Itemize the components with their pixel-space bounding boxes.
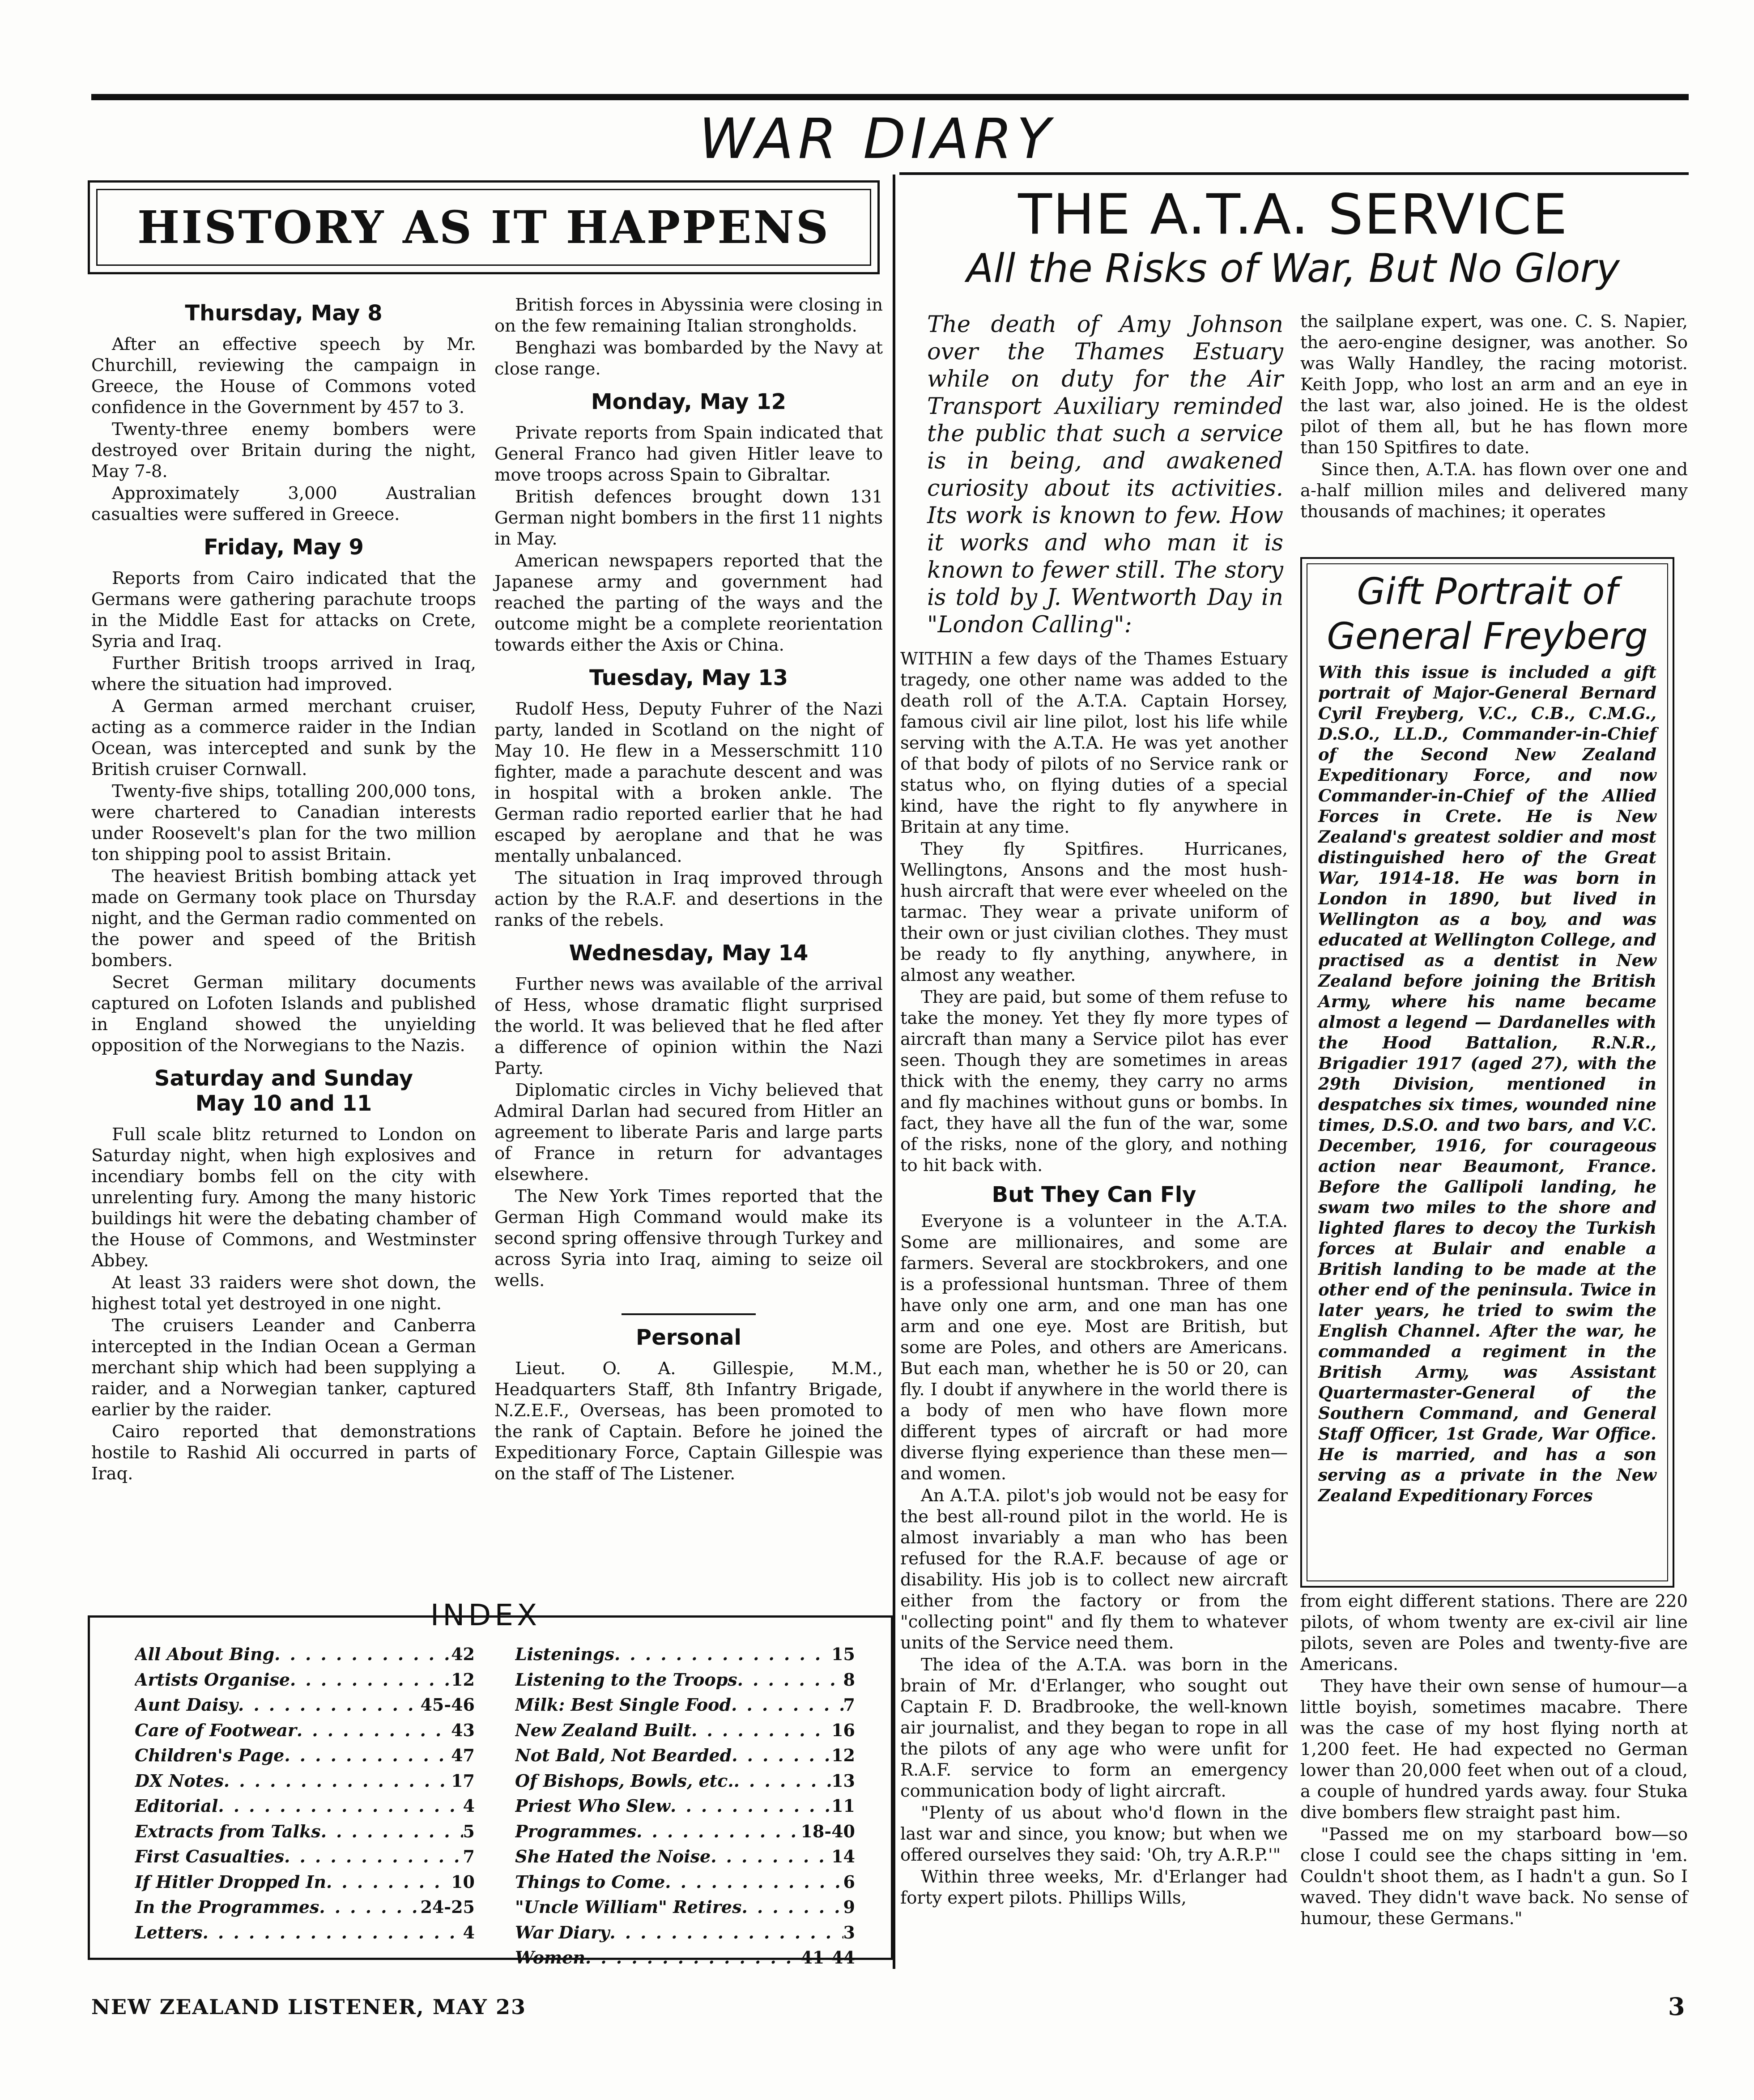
paragraph: They have their own sense of humour—a little boyish, sometimes macabre. There was the case of my host flying north at 1,200 feet. He had expected no German lower than 20,000 feet when out of a cloud, a couple of hundred yards away. four Stuka dive bombers flew straight past him. <box>1300 1676 1688 1823</box>
index-entry-page: 6 <box>843 1871 855 1892</box>
personal-rule <box>622 1313 756 1315</box>
paragraph: Further news was available of the arrival of Hess, whose dramatic flight surprised the world. It was believed that he fled after a difference of opinion within the Nazi Party. <box>494 974 883 1078</box>
index-entry-page: 17 <box>451 1770 475 1791</box>
index-entry-title: Children's Page <box>135 1745 285 1765</box>
index-entry <box>515 1692 855 1718</box>
paragraph: After an effective speech by Mr. Churchill, reviewing the campaign in Greece, the House of Commons voted confidence in the Government by 457 to 3. <box>91 334 476 417</box>
index-leader-dots <box>319 1895 420 1920</box>
index-leader-dots <box>711 1844 831 1870</box>
gift-portrait-body: With this issue is included a gift portrait of Major-General Bernard Cyril Freyberg, V.C., C.B., C.M.G., D.S.O., LL.D., Commander-in-Chief of the Second New Zealand Expeditionary Force, and now Commander-in-Chief of the Allied Forces in Crete. He is New Zealand's greatest soldier and most distinguished hero of the Great War, 1914-18. He was born in London in 1890, but lived in Wellington as a boy, and was educated at Wellington College, and practised as a dentist in New Zealand before joining the British Army, where his name became almost a legend — Dardanelles with the Hood Battalion, R.N.R., Brigadier 1917 (aged 27), with the 29th Division, mentioned in despatches six times, wounded nine times, D.S.O. and two bars, and V.C. December, 1916, for courageous action near Beaumont, France. Before the Gallipoli landing, he swam two miles to the shore and lighted flares to decoy the Turkish forces at Bulair and enable a British landing to be made at the other end of the peninsula. Twice in later years, he tried to swim the English Channel. After the war, he commanded a regiment in the British Army, was Assistant Quartermaster-General of the Southern Command, and General Staff Officer, 1st Grade, War Office. He is married, and has a son serving as a private in the New Zealand Expeditionary Forces <box>1318 662 1656 1505</box>
gift-portrait-frame <box>1307 563 1668 1581</box>
history-title-frame <box>96 189 871 266</box>
paragraph: the sailplane expert, was one. C. S. Napier, the aero-engine designer, was another. So was Wally Handley, the racing motorist. Keith Jopp, who lost an arm and an eye in the last war, also joined. He is the oldest pilot of them all, but he has flown more than 150 Spitfires to date. <box>1300 311 1688 458</box>
paragraph: "Passed me on my starboard bow—so close I could see the chaps sitting in 'em. Couldn't shoot them, as I hadn't a gun. So I waved. They didn't wave back. No sense of humour, these Germans." <box>1300 1824 1688 1929</box>
paragraph: They fly Spitfires. Hurricanes, Wellingtons, Ansons and the most hush-hush aircraft that were ever wheeled on the tarmac. They wear a private uniform of their own or just civilian clothes. They must be ready to fly anything, anywhere, in almost any weather. <box>900 839 1288 985</box>
index-entry-page: 15 <box>831 1644 855 1664</box>
index-entry-page: 7 <box>843 1695 855 1715</box>
index-entry-page: 47 <box>451 1745 475 1765</box>
index-entry <box>515 1895 855 1920</box>
gift-portrait-box <box>1300 557 1674 1588</box>
paragraph: Lieut. O. A. Gillespie, M.M., Headquarters Staff, 8th Infantry Brigade, N.Z.E.F., Overseas, has been promoted to the rank of Captain. Before he joined the Expeditionary Force, Captain Gillespie was on the staff of The Listener. <box>494 1359 883 1484</box>
heading-saturday-sunday: Saturday and Sunday May 10 and 11 <box>154 1066 413 1116</box>
index-title: INDEX <box>430 1598 541 1632</box>
heading-friday: Friday, May 9 <box>204 535 364 560</box>
index-list-right <box>515 1642 855 1971</box>
ata-column-3 <box>900 311 1288 1909</box>
ata-intro: The death of Amy Johnson over the Thames Estuary while on duty for the Air Transport Auxiliary reminded the public that such a service is in being, and awakened curiosity about its activities. Its work is known to few. How it works and who man it is known to fewer still. The story is told by J. Wentworth Day in "London Calling": <box>927 311 1283 638</box>
index-entry-title: Things to Come <box>515 1871 665 1892</box>
index-entry-page: 3 <box>843 1922 855 1942</box>
index-leader-dots <box>732 1743 831 1768</box>
history-column-1 <box>91 291 476 1485</box>
paragraph: Secret German military documents captured on Lofoten Islands and published in England showed the unyielding opposition of the Norwegians to the Nazis. <box>91 972 476 1056</box>
paragraph: The idea of the A.T.A. was born in the brain of Mr. d'Erlanger, who sought out Captain F. D. Bradbrooke, the well-known air journalist, and they began to rope in all the pilots of any age who were unfit for R.A.F. service to form an emergency communication body of light aircraft. <box>900 1655 1288 1801</box>
paragraph: Rudolf Hess, Deputy Fuhrer of the Nazi party, landed in Scotland on the night of May 10. He flew in a Messerschmitt 110 fighter, made a parachute descent and was in hospital with a broken ankle. The German radio reported earlier that he had escaped by aeroplane and that he was mentally unbalanced. <box>494 699 883 866</box>
index-entry-title: Not Bald, Not Bearded <box>515 1745 732 1765</box>
index-entry-title: Care of Footwear <box>135 1720 297 1740</box>
index-entry-page: 13 <box>831 1770 855 1791</box>
index-leader-dots <box>274 1642 451 1667</box>
index-entry-title: Of Bishops, Bowls, etc. <box>515 1770 734 1791</box>
index-entry-page: 43 <box>451 1720 475 1740</box>
index-leader-dots <box>297 1718 451 1743</box>
heading-but-they-can-fly: But They Can Fly <box>992 1182 1196 1207</box>
index-entry <box>515 1743 855 1768</box>
paragraph: The New York Times reported that the German High Command would make its second spring offensive through Turkey and across Syria into Iraq, aiming to seize oil wells. <box>494 1186 883 1291</box>
ata-head-rule <box>899 172 1689 175</box>
index-leader-dots <box>326 1870 451 1895</box>
paragraph: Reports from Cairo indicated that the Germans were gathering parachute troops in the Middle East for attacks on Crete, Syria and Iraq. <box>91 568 476 652</box>
index-entry-page: 45-46 <box>420 1695 475 1715</box>
index-leader-dots <box>737 1667 843 1693</box>
index-leader-dots <box>670 1793 831 1819</box>
heading-tuesday: Tuesday, May 13 <box>589 665 788 690</box>
index-entry <box>515 1718 855 1743</box>
paragraph: Benghazi was bombarded by the Navy at close range. <box>494 338 883 379</box>
paragraph: The cruisers Leander and Canberra intercepted in the Indian Ocean a German merchant ship which had been supplying a raider, and a Norwegian tanker, captured earlier by the raider. <box>91 1316 476 1420</box>
index-leader-dots <box>691 1718 831 1743</box>
paragraph: Private reports from Spain indicated that General Franco had given Hitler leave to move troops across Spain to Gibraltar. <box>494 423 883 485</box>
index-entry-title: Artists Organise <box>135 1669 290 1690</box>
page-number: 3 <box>1668 1992 1685 2021</box>
index-leader-dots <box>224 1768 451 1794</box>
paragraph: Twenty-five ships, totalling 200,000 tons, were chartered to Canadian interests under Roosevelt's plan for the two million ton shipping pool to assist Britain. <box>91 781 476 865</box>
index-entry-title: New Zealand Built <box>515 1720 692 1740</box>
index-entry-page: 18-40 <box>800 1821 855 1841</box>
index-entry <box>515 1768 855 1794</box>
index-entry <box>135 1819 475 1844</box>
paragraph: Diplomatic circles in Vichy believed that Admiral Darlan had secured from Hitler an agreement to liberate Paris and large parts of France in return for advantages elsewhere. <box>494 1080 883 1184</box>
index-entry-title: She Hated the Noise <box>515 1846 711 1866</box>
index-entry <box>135 1920 475 1946</box>
index-leader-dots <box>238 1692 420 1718</box>
index-entry-title: Editorial <box>135 1796 218 1816</box>
index-leader-dots <box>731 1692 843 1718</box>
index-entry-page: 5 <box>463 1821 475 1841</box>
index-entry-title: Priest Who Slew <box>515 1796 671 1816</box>
paragraph: Everyone is a volunteer in the A.T.A. Some are millionaires, and some are farmers. Several are stockbrokers, and one is a professional huntsman. Three of them have only one arm, and one man has one arm and one eye. Most are British, but some are Poles, and others are Americans. But each man, whether he is 50 or 20, can fly. I doubt if anywhere in the world there is a body of men who have flown more different types of aircraft or had more diverse flying experience than these men—and women. <box>900 1211 1288 1484</box>
index-entry-page: 8 <box>843 1669 855 1690</box>
paragraph: British forces in Abyssinia were closing in on the few remaining Italian strongholds. <box>494 295 883 336</box>
index-leader-dots <box>609 1920 843 1946</box>
index-entry <box>515 1642 855 1667</box>
index-entry-title: Milk: Best Single Food <box>515 1695 732 1715</box>
history-title: HISTORY AS IT HAPPENS <box>137 201 830 254</box>
index-list-left <box>135 1642 475 1945</box>
index-entry <box>135 1718 475 1743</box>
paragraph: from eight different stations. There are 220 pilots, of whom twenty are ex-civil air line pilots, seven are Poles and twenty-five are Americans. <box>1300 1591 1688 1674</box>
index-entry-title: Extracts from Talks <box>135 1821 321 1841</box>
paragraph: The situation in Iraq improved through action by the R.A.F. and desertions in the ranks of the rebels. <box>494 868 883 930</box>
index-entry-title: Aunt Daisy <box>135 1695 238 1715</box>
index-leader-dots <box>203 1920 463 1946</box>
index-entry-page: 12 <box>831 1745 855 1765</box>
index-entry-title: Listening to the Troops <box>515 1669 737 1690</box>
index-leader-dots <box>284 1743 451 1768</box>
paragraph: They are paid, but some of them refuse to take the money. Yet they fly more types of aircraft than many a Service pilot has ever seen. Though they are sometimes in areas thick with the enemy, they carry no arms and fly machines without guns or bombs. In fact, they have all the fun of the war, some of the risks, none of the glory, and nothing to hit back with. <box>900 987 1288 1176</box>
index-entry <box>135 1642 475 1667</box>
index-entry-page: 24-25 <box>420 1897 475 1917</box>
index-entry <box>515 1844 855 1870</box>
index-entry-title: Women <box>515 1947 585 1968</box>
footer-publication: NEW ZEALAND LISTENER, MAY 23 <box>91 1995 527 2019</box>
index-leader-dots <box>614 1642 831 1667</box>
paragraph: Within three weeks, Mr. d'Erlanger had forty expert pilots. Phillips Wills, <box>900 1867 1288 1908</box>
paragraph: Cairo reported that demonstrations hostile to Rashid Ali occurred in parts of Iraq. <box>91 1422 476 1484</box>
index-entry <box>135 1768 475 1794</box>
paragraph: The heaviest British bombing attack yet made on Germany took place on Thursday night, and the German radio commented on the power and speed of the British bombers. <box>91 866 476 971</box>
ata-column-4-top <box>1300 311 1688 523</box>
index-leader-dots <box>585 1945 801 1971</box>
index-entry <box>135 1870 475 1895</box>
index-entry-page: 10 <box>451 1871 475 1892</box>
paragraph: "Plenty of us about who'd flown in the last war and since, you know; but when we offered ourselves they said: 'Oh, try A.R.P.'" <box>900 1803 1288 1865</box>
paragraph: WITHIN a few days of the Thames Estuary tragedy, one other name was added to the death roll of the A.T.A. Captain Horsey, famous civil air line pilot, lost his life while serving with the A.T.A. He was yet another of that body of pilots of no Service rank or status who, on flying duties of a special kind, have the right to fly anywhere in Britain at any time. <box>900 649 1288 837</box>
spacer <box>900 639 1288 648</box>
paragraph: Since then, A.T.A. has flown over one and a-half million miles and delivered many thousands of machines; it operates <box>1300 460 1688 522</box>
index-entry-page: 42 <box>451 1644 475 1664</box>
index-entry-title: First Casualties <box>135 1846 285 1866</box>
paragraph: American newspapers reported that the Japanese army and government had reached the parting of the ways and the outcome might be a complete reorientation towards either the Axis or China. <box>494 551 883 655</box>
index-entry-page: 12 <box>451 1669 475 1690</box>
index-entry <box>515 1870 855 1895</box>
index-leader-dots <box>742 1895 843 1920</box>
ata-column-4-bottom <box>1300 1591 1688 1930</box>
paragraph: At least 33 raiders were shot down, the highest total yet destroyed in one night. <box>91 1273 476 1314</box>
index-entry-page: 11 <box>831 1796 855 1816</box>
heading-monday: Monday, May 12 <box>591 389 787 414</box>
index-leader-dots <box>284 1844 463 1870</box>
index-entry <box>515 1667 855 1693</box>
index-leader-dots <box>734 1768 832 1794</box>
index-entry-page: 9 <box>843 1897 855 1917</box>
index-entry-title: In the Programmes <box>135 1897 319 1917</box>
history-column-2 <box>494 294 883 1485</box>
index-entry-title: DX Notes <box>135 1770 224 1791</box>
history-title-box <box>88 180 880 274</box>
index-entry-page: 7 <box>463 1846 475 1866</box>
paragraph: British defences brought down 131 German night bombers in the first 11 nights in May. <box>494 487 883 549</box>
index-entry <box>135 1793 475 1819</box>
ata-title: THE A.T.A. SERVICE <box>1018 183 1568 247</box>
index-entry-title: All About Bing <box>135 1644 275 1664</box>
index-entry-page: 16 <box>831 1720 855 1740</box>
paragraph: Twenty-three enemy bombers were destroyed over Britain during the night, May 7-8. <box>91 419 476 481</box>
index-leader-dots <box>321 1819 463 1844</box>
index-entry-title: If Hitler Dropped In <box>135 1871 326 1892</box>
heading-personal: Personal <box>636 1325 741 1350</box>
gift-portrait-title: Gift Portrait of General Freyberg <box>1327 571 1648 658</box>
index-entry-page: 4 <box>463 1796 475 1816</box>
index-entry-title: "Uncle William" Retires <box>515 1897 742 1917</box>
index-entry-title: Listenings <box>515 1644 614 1664</box>
index-entry <box>135 1743 475 1768</box>
index-box <box>88 1615 893 1968</box>
index-leader-dots <box>290 1667 451 1693</box>
index-entry <box>515 1793 855 1819</box>
index-entry <box>515 1819 855 1844</box>
paragraph: Full scale blitz returned to London on Saturday night, when high explosives and incendiary bombs fell on the city with unrelenting fury. Among the many historic buildings hit were the debating chamber of the House of Commons, and Westminster Abbey. <box>91 1125 476 1271</box>
index-entry <box>515 1920 855 1946</box>
masthead: WAR DIARY <box>699 107 1055 171</box>
index-entry-page: 14 <box>831 1846 855 1866</box>
index-entry <box>135 1667 475 1693</box>
heading-thursday: Thursday, May 8 <box>185 301 383 326</box>
paragraph: Approximately 3,000 Australian casualties were suffered in Greece. <box>91 483 476 524</box>
top-rule <box>91 94 1689 100</box>
ata-subtitle: All the Risks of War, But No Glory <box>966 245 1620 291</box>
index-entry <box>515 1945 855 1971</box>
index-leader-dots <box>218 1793 463 1819</box>
index-leader-dots <box>665 1870 843 1895</box>
paragraph: Further British troops arrived in Iraq, where the situation had improved. <box>91 653 476 694</box>
index-entry-page: 4 <box>463 1922 475 1942</box>
paragraph: An A.T.A. pilot's job would not be easy for the best all-round pilot in the world. He is almost invariably a man who has been refused for the R.A.F. because of age or disability. His job is to collect new aircraft either from the factory or from the "collecting point" and fly them to whatever units of the Service need them. <box>900 1486 1288 1653</box>
index-entry-page: 41-44 <box>800 1947 855 1968</box>
index-entry <box>135 1844 475 1870</box>
index-entry-title: War Diary <box>515 1922 610 1942</box>
index-entry <box>135 1895 475 1920</box>
index-leader-dots <box>636 1819 800 1844</box>
paragraph: A German armed merchant cruiser, acting as a commerce raider in the Indian Ocean, was intercepted and sunk by the British cruiser Cornwall. <box>91 696 476 780</box>
index-entry <box>135 1692 475 1718</box>
index-entry-title: Letters <box>135 1922 203 1942</box>
heading-wednesday: Wednesday, May 14 <box>569 941 809 966</box>
index-entry-title: Programmes <box>515 1821 637 1841</box>
